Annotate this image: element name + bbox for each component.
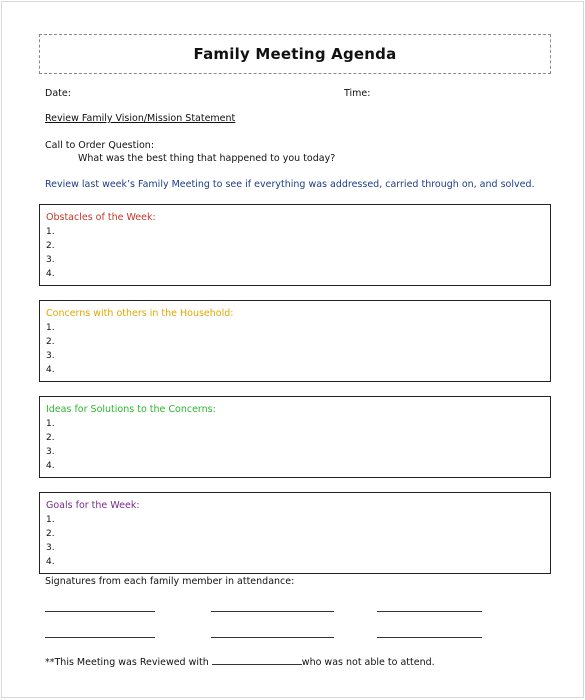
list-item: 1. bbox=[46, 323, 55, 333]
goals-title: Goals for the Week: bbox=[46, 500, 140, 511]
list-item: 3. bbox=[46, 255, 55, 265]
list-item: 2. bbox=[46, 529, 55, 539]
call-to-order-question: What was the best thing that happened to you today? bbox=[78, 153, 336, 164]
goals-box bbox=[39, 492, 551, 574]
list-item: 2. bbox=[46, 337, 55, 347]
list-item: 3. bbox=[46, 447, 55, 457]
time-label: Time: bbox=[344, 88, 371, 99]
list-item: 2. bbox=[46, 241, 55, 251]
list-item: 4. bbox=[46, 557, 55, 567]
title-box bbox=[39, 34, 551, 74]
obstacles-title: Obstacles of the Week: bbox=[46, 212, 156, 223]
date-label: Date: bbox=[45, 88, 71, 99]
list-item: 3. bbox=[46, 543, 55, 553]
ideas-title: Ideas for Solutions to the Concerns: bbox=[46, 404, 216, 415]
signatures-label: Signatures from each family member in attendance: bbox=[45, 576, 295, 587]
signature-line[interactable] bbox=[377, 611, 482, 612]
list-item: 4. bbox=[46, 461, 55, 471]
footer-note bbox=[45, 655, 435, 668]
list-item: 1. bbox=[46, 227, 55, 237]
list-item: 1. bbox=[46, 515, 55, 525]
call-to-order-label: Call to Order Question: bbox=[45, 140, 155, 151]
list-item: 1. bbox=[46, 419, 55, 429]
agenda-page bbox=[1, 1, 584, 698]
list-item: 4. bbox=[46, 269, 55, 279]
footer-prefix: **This Meeting was Reviewed with bbox=[45, 657, 209, 668]
review-last-week-text: Review last week’s Family Meeting to see if everything was addressed, carried through on, and solved. bbox=[45, 179, 535, 190]
list-item: 4. bbox=[46, 365, 55, 375]
signature-line[interactable] bbox=[211, 611, 334, 612]
signature-line[interactable] bbox=[45, 637, 155, 638]
concerns-box bbox=[39, 300, 551, 382]
concerns-title: Concerns with others in the Household: bbox=[46, 308, 234, 319]
page-title: Family Meeting Agenda bbox=[193, 45, 397, 63]
ideas-box bbox=[39, 396, 551, 478]
footer-suffix: who was not able to attend. bbox=[301, 657, 435, 668]
list-item: 3. bbox=[46, 351, 55, 361]
signature-line[interactable] bbox=[377, 637, 482, 638]
list-item: 2. bbox=[46, 433, 55, 443]
obstacles-box bbox=[39, 204, 551, 286]
signature-line[interactable] bbox=[45, 611, 155, 612]
review-vision-text: Review Family Vision/Mission Statement bbox=[45, 113, 236, 124]
reviewed-with-blank[interactable] bbox=[212, 655, 302, 665]
signature-line[interactable] bbox=[211, 637, 334, 638]
